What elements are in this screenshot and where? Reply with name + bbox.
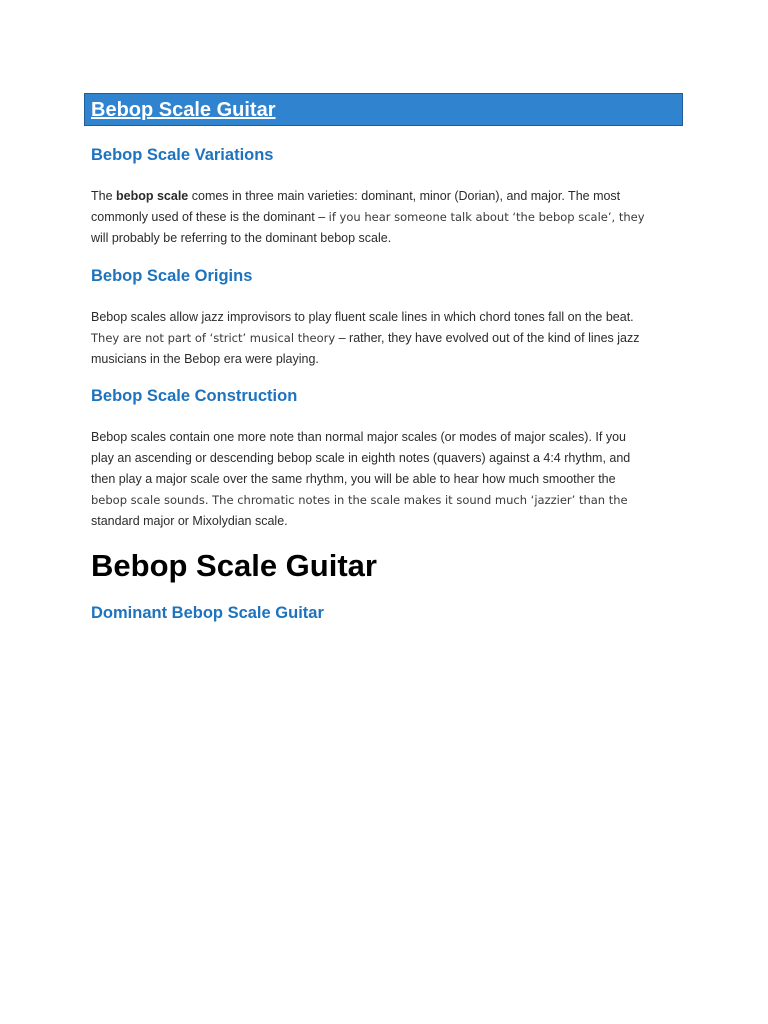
text-run: then play a major scale over the same rhythm, you will be able to hear how much smoother the xyxy=(91,472,616,486)
paragraph-variations xyxy=(91,186,671,249)
paragraph-line xyxy=(91,490,671,511)
text-run: commonly used of these is the dominant – xyxy=(91,210,329,224)
paragraph-line xyxy=(91,448,671,469)
paragraph-line xyxy=(91,307,671,328)
text-run: They are not part of ‘strict’ musical theory xyxy=(91,331,336,345)
text-run: – rather, they have evolved out of the kind of lines jazz xyxy=(335,331,640,345)
paragraph-line xyxy=(91,469,671,490)
paragraph-line xyxy=(91,427,671,448)
section-heading-dominant: Dominant Bebop Scale Guitar xyxy=(91,604,324,622)
paragraph-line xyxy=(91,228,671,249)
section-heading-origins: Bebop Scale Origins xyxy=(91,267,253,285)
text-run: comes in three main varieties: dominant, minor (Dorian), and major. The most xyxy=(188,189,621,203)
text-run: if you hear someone talk about ‘the bebop scale’, they xyxy=(328,210,645,224)
paragraph-line xyxy=(91,328,671,349)
paragraph-line xyxy=(91,511,671,532)
section-heading-variations: Bebop Scale Variations xyxy=(91,146,274,164)
bold-term: bebop scale xyxy=(116,189,189,203)
text-run: Bebop scales allow jazz improvisors to play fluent scale lines in which chord tones fall on the beat. xyxy=(91,310,634,324)
text-run: bebop scale sounds. The chromatic notes in the scale makes it sound much ‘jazzier’ than the xyxy=(91,493,628,507)
text-run: Bebop scales contain one more note than normal major scales (or modes of major scales). If you xyxy=(91,430,626,444)
section-heading-construction: Bebop Scale Construction xyxy=(91,387,298,405)
paragraph-construction xyxy=(91,427,671,532)
paragraph-line xyxy=(91,349,671,370)
paragraph-origins xyxy=(91,307,671,370)
text-run: will probably be referring to the dominant bebop scale. xyxy=(91,231,392,245)
paragraph-line xyxy=(91,186,671,207)
text-run: play an ascending or descending bebop scale in eighth notes (quavers) against a 4:4 rhythm, and xyxy=(91,451,631,465)
text-run: standard major or Mixolydian scale. xyxy=(91,514,288,528)
text-run: musicians in the Bebop era were playing. xyxy=(91,352,319,366)
main-heading: Bebop Scale Guitar xyxy=(91,548,377,583)
title-banner xyxy=(84,93,683,126)
title-link[interactable]: Bebop Scale Guitar xyxy=(91,99,276,121)
paragraph-line xyxy=(91,207,671,228)
text-run: The xyxy=(91,189,117,203)
